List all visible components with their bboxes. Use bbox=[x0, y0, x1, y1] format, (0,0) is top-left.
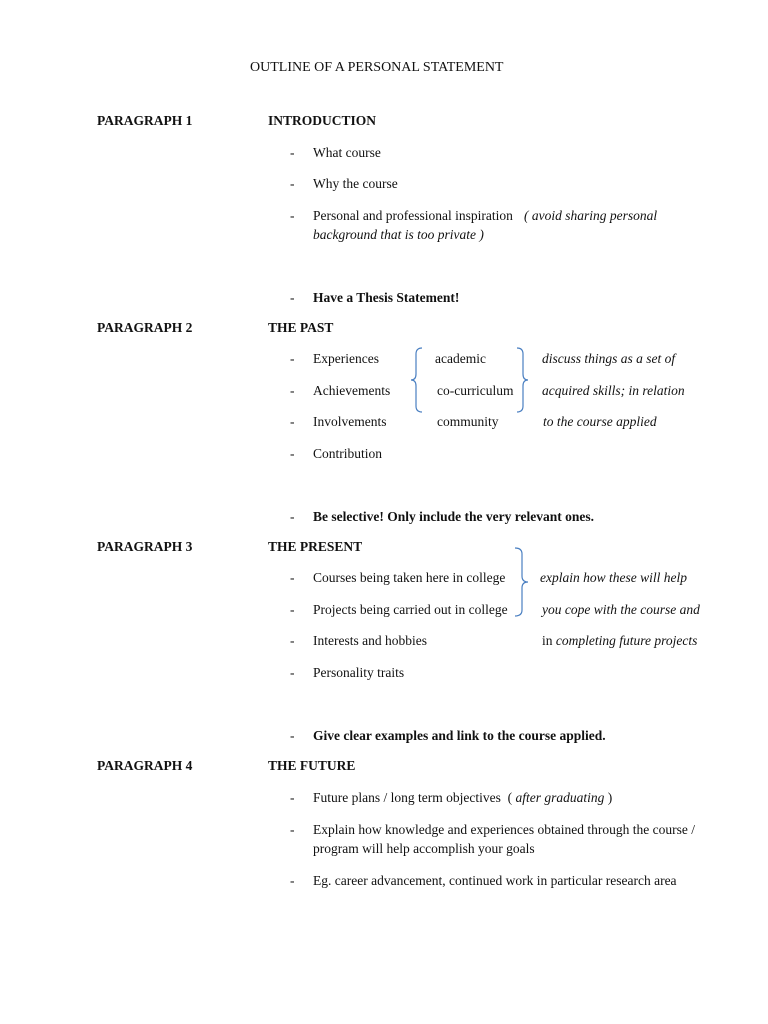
paren-open: ( bbox=[507, 790, 513, 805]
list-item bbox=[313, 790, 612, 807]
bullet-dash: - bbox=[290, 873, 295, 888]
paren-close: ) bbox=[607, 790, 613, 805]
paragraph-2-heading: THE PAST bbox=[268, 320, 334, 335]
list-item: Contribution bbox=[313, 446, 383, 461]
list-item: Interests and hobbies bbox=[313, 633, 427, 648]
selective-tip: Be selective! Only include the very relevant ones. bbox=[313, 509, 594, 524]
list-item-cont: program will help accomplish your goals bbox=[313, 841, 535, 856]
bullet-dash: - bbox=[290, 602, 295, 617]
list-item: Explain how knowledge and experiences obtained through the course / bbox=[313, 822, 696, 837]
left-brace bbox=[410, 346, 424, 414]
paragraph-4-label: PARAGRAPH 4 bbox=[97, 758, 193, 773]
graduating-note: after graduating bbox=[515, 790, 605, 805]
side-note: acquired skills; in relation bbox=[542, 383, 685, 398]
examples-tip: Give clear examples and link to the course applied. bbox=[313, 728, 606, 743]
bullet-dash: - bbox=[290, 176, 295, 191]
thesis-tip: Have a Thesis Statement! bbox=[313, 290, 460, 305]
paragraph-1-label: PARAGRAPH 1 bbox=[97, 113, 193, 128]
bullet-dash: - bbox=[290, 383, 295, 398]
side-note bbox=[542, 633, 697, 650]
area-label: co-curriculum bbox=[437, 383, 514, 398]
bullet-dash: - bbox=[290, 665, 295, 680]
bullet-dash: - bbox=[290, 570, 295, 585]
list-item: Achievements bbox=[313, 383, 391, 398]
bullet-dash: - bbox=[290, 822, 295, 837]
list-item-text: Future plans / long term objectives bbox=[313, 790, 501, 805]
right-brace bbox=[513, 546, 529, 618]
page-title: OUTLINE OF A PERSONAL STATEMENT bbox=[250, 60, 504, 75]
bullet-dash: - bbox=[290, 290, 295, 305]
privacy-note: ( avoid sharing personal bbox=[524, 208, 658, 223]
area-label: academic bbox=[435, 351, 486, 366]
bullet-dash: - bbox=[290, 351, 295, 366]
side-note: to the course applied bbox=[543, 414, 657, 429]
side-note: you cope with the course and bbox=[542, 602, 700, 617]
bullet-dash: - bbox=[290, 446, 295, 461]
privacy-note-cont: background that is too private ) bbox=[313, 227, 484, 242]
list-item: Projects being carried out in college bbox=[313, 602, 508, 617]
list-item: Courses being taken here in college bbox=[313, 570, 506, 585]
bullet-dash: - bbox=[290, 509, 295, 524]
paragraph-1-heading: INTRODUCTION bbox=[268, 113, 377, 128]
list-item: Why the course bbox=[313, 176, 398, 191]
paragraph-4-heading: THE FUTURE bbox=[268, 758, 356, 773]
bullet-dash: - bbox=[290, 145, 295, 160]
paragraph-3-label: PARAGRAPH 3 bbox=[97, 539, 193, 554]
side-note-prefix: in bbox=[542, 633, 553, 648]
bullet-dash: - bbox=[290, 208, 295, 223]
right-brace bbox=[515, 346, 529, 414]
side-note: explain how these will help bbox=[540, 570, 687, 585]
paragraph-2-label: PARAGRAPH 2 bbox=[97, 320, 193, 335]
list-item: Personal and professional inspiration bbox=[313, 208, 513, 223]
list-item: Eg. career advancement, continued work in particular research area bbox=[313, 873, 677, 888]
list-item: Experiences bbox=[313, 351, 379, 366]
area-label: community bbox=[437, 414, 499, 429]
side-note-italic: completing future projects bbox=[555, 633, 698, 648]
bullet-dash: - bbox=[290, 790, 295, 805]
bullet-dash: - bbox=[290, 633, 295, 648]
bullet-dash: - bbox=[290, 728, 295, 743]
list-item: Involvements bbox=[313, 414, 387, 429]
list-item: Personality traits bbox=[313, 665, 405, 680]
list-item: What course bbox=[313, 145, 381, 160]
side-note: discuss things as a set of bbox=[542, 351, 676, 366]
bullet-dash: - bbox=[290, 414, 295, 429]
paragraph-3-heading: THE PRESENT bbox=[268, 539, 363, 554]
